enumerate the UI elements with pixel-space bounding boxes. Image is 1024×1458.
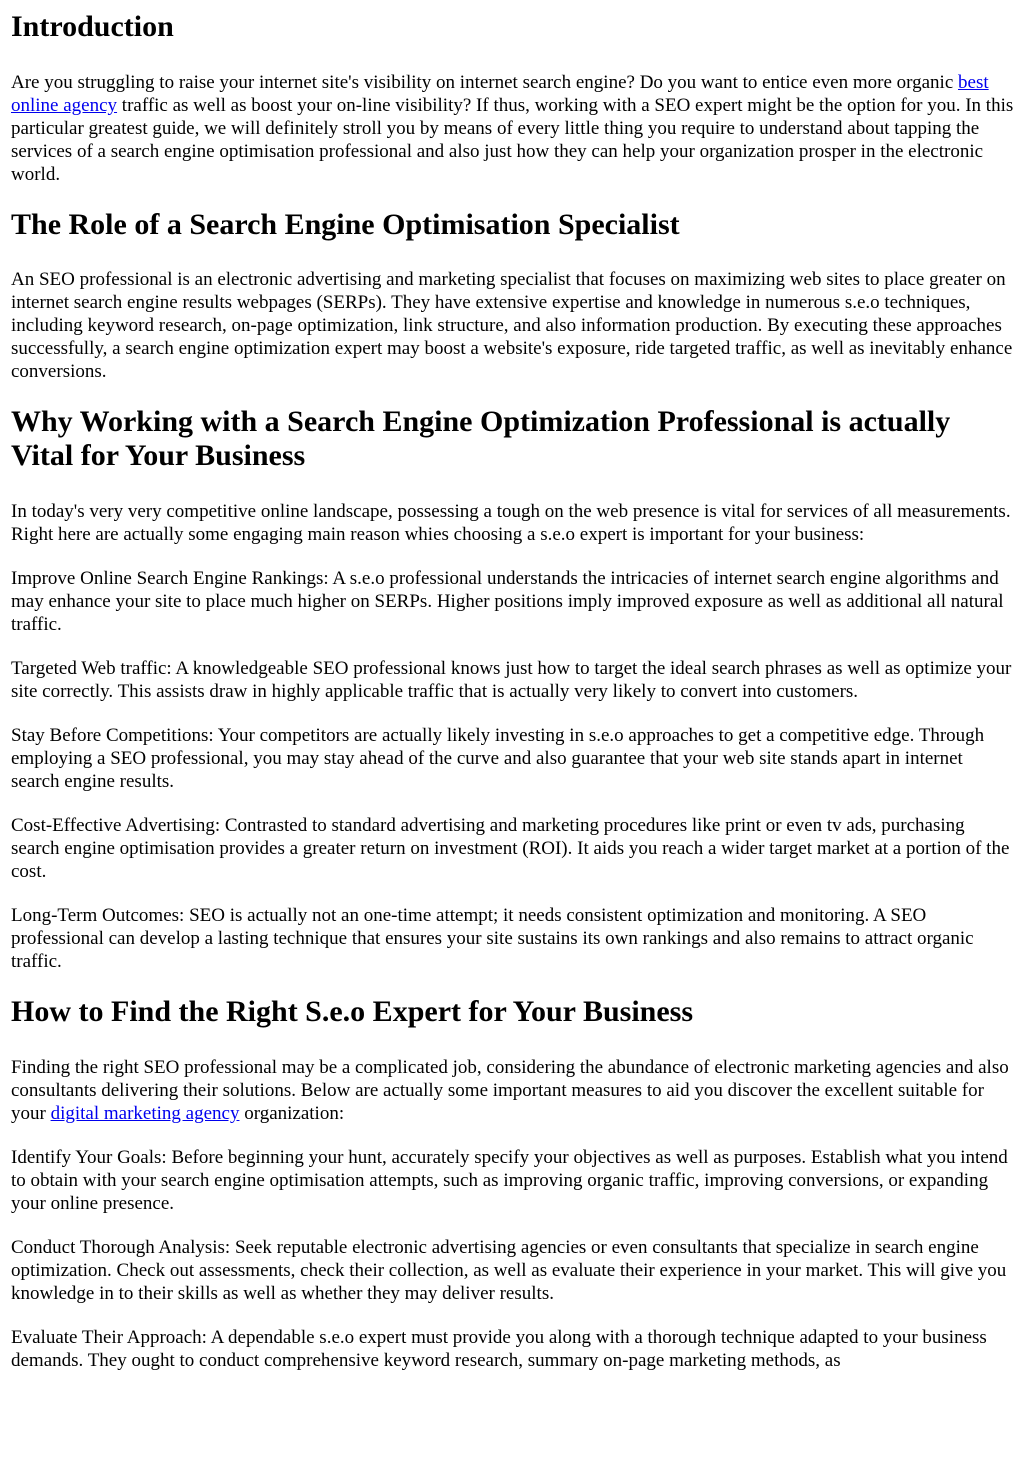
why-intro-paragraph: In today's very very competitive online landscape, possessing a tough on the web presence is vital for services of all measurements. Right here are actually some engaging main reason whies choosing a s.e.o expert is important for your business: [11,501,1011,545]
heading-introduction: Introduction [11,10,174,43]
why-point: Improve Online Search Engine Rankings: A s.e.o professional understands the intricacies of internet search engine algorithms and may enhance your site to place much higher on SERPs. Higher positions imply improved exposure as well as additional all natural traffic. [11,568,1004,635]
role-paragraph: An SEO professional is an electronic advertising and marketing specialist that focuses on maximizing web sites to place greater on internet search engine results webpages (SERPs). They have extensive expertise and knowledge in numerous s.e.o techniques, including keyword research, on-page optimization, link structure, and also information production. By executing these approaches successfully, a search engine optimization expert may boost a website's exposure, ride targeted traffic, as well as inevitably enhance conversions. [11,269,1013,382]
find-point: Identify Your Goals: Before beginning your hunt, accurately specify your objectives as well as purposes. Establish what you intend to obtain with your search engine optimisation attempts, such as improving organic traffic, improving conversions, or expanding your online presence. [11,1147,1008,1214]
find-text-after-link: organization: [239,1103,345,1124]
intro-paragraph [11,71,1014,186]
find-text-before-link: Finding the right SEO professional may be a complicated job, considering the abundance of electronic marketing agencies and also consultants delivering their solutions. Below are actually some important measures to aid you discover the excellent suitable for your [11,1057,1009,1124]
intro-text-after-link: traffic as well as boost your on-line visibility? If thus, working with a SEO expert might be the option for you. In this particular greatest guide, we will definitely stroll you by means of every little thing you require to understand about tapping the services of a search engine optimisation professional and also just how they can help your organization prosper in the electronic world. [11,95,1014,185]
why-point: Stay Before Competitions: Your competitors are actually likely investing in s.e.o approaches to get a competitive edge. Through employing a SEO professional, you may stay ahead of the curve and also guarantee that your web site stands apart in internet search engine results. [11,725,985,792]
find-intro-paragraph [11,1056,1014,1125]
heading-find: How to Find the Right S.e.o Expert for Your Business [11,995,694,1028]
why-point: Long-Term Outcomes: SEO is actually not an one-time attempt; it needs consistent optimization and monitoring. A SEO professional can develop a lasting technique that ensures your site sustains its own rankings and also remains to attract organic traffic. [11,905,974,972]
find-point: Conduct Thorough Analysis: Seek reputable electronic advertising agencies or even consultants that specialize in search engine optimization. Check out assessments, check their collection, as well as evaluate their experience in your market. This will give you knowledge in to their skills as well as whether they may deliver results. [11,1237,1007,1304]
heading-role: The Role of a Search Engine Optimisation Specialist [11,208,680,241]
heading-why: Why Working with a Search Engine Optimization Professional is actually Vital for Your Business [11,405,951,472]
article [0,10,1024,1372]
why-point: Cost-Effective Advertising: Contrasted to standard advertising and marketing procedures like print or even tv ads, purchasing search engine optimisation provides a greater return on investment (ROI). It aids you reach a wider target market at a portion of the cost. [11,815,1010,882]
why-point: Targeted Web traffic: A knowledgeable SEO professional knows just how to target the ideal search phrases as well as optimize your site correctly. This assists draw in highly applicable traffic that is actually very likely to convert into customers. [11,658,1012,702]
digital-marketing-agency-link[interactable]: digital marketing agency [50,1103,240,1124]
find-point: Evaluate Their Approach: A dependable s.e.o expert must provide you along with a thorough technique adapted to your business demands. They ought to conduct comprehensive keyword research, summary on-page marketing methods, as [11,1327,987,1371]
intro-text-before-link: Are you struggling to raise your internet site's visibility on internet search engine? Do you want to entice even more organic [11,72,959,93]
best-online-agency-link[interactable]: best online agency [11,72,989,116]
